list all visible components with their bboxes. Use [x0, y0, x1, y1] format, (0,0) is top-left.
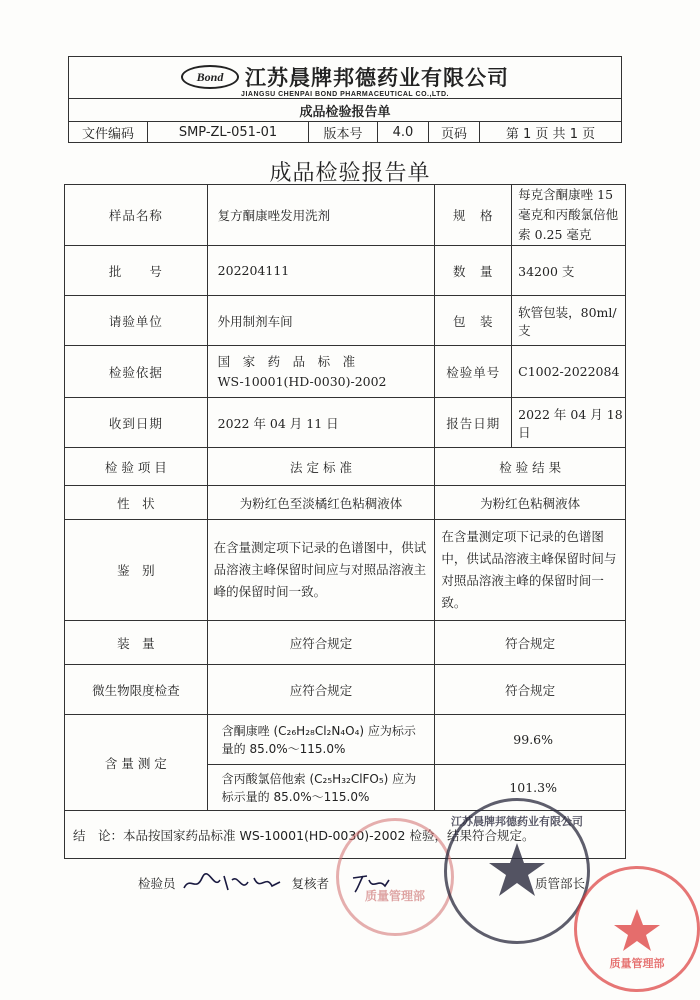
row-assay-item: 含 量 测 定: [65, 715, 208, 811]
company-name-cn: 江苏晨牌邦德药业有限公司: [245, 66, 509, 90]
row-appearance-result: 为粉红色粘稠液体: [435, 486, 626, 520]
basis-value: [207, 346, 435, 398]
row-fill-std: 应符合规定: [207, 621, 435, 665]
version-label: 版本号: [309, 122, 378, 143]
dept-value: 外用制剂车间: [207, 296, 435, 346]
row-fill-item: 装 量: [65, 621, 208, 665]
row-assay-a-std: 含酮康唑 (C₂₆H₂₈Cl₂N₄O₄) 应为标示量的 85.0%～115.0%: [207, 715, 435, 765]
row-identification-item: 鉴 别: [65, 520, 208, 621]
pack-label: 包 装: [435, 296, 512, 346]
inspector-signature: [180, 870, 288, 899]
dept-label: 请验单位: [65, 296, 208, 346]
row-microbial-std: 应符合规定: [207, 665, 435, 715]
recv-date-label: 收到日期: [65, 398, 208, 448]
basis-line-1: 国 家 药 品 标 准: [217, 353, 356, 369]
inspector-label: 检验员: [138, 876, 176, 891]
col-item-header: 检 验 项 目: [65, 448, 208, 486]
qa-dept-stamp: [336, 818, 454, 936]
red-seal: [574, 866, 700, 992]
batch-value: 202204111: [207, 246, 435, 296]
basis-line-2: WS-10001(HD-0030)-2002: [217, 373, 387, 389]
qty-value: 34200 支: [512, 246, 626, 296]
inspection-table: [64, 184, 626, 859]
company-logo: Bond: [181, 65, 239, 89]
report-date-label: 报告日期: [435, 398, 512, 448]
recv-date-value: 2022 年 04 月 11 日: [207, 398, 435, 448]
report-no-value: C1002-2022084: [512, 346, 626, 398]
row-appearance-item: 性 状: [65, 486, 208, 520]
report-title: 成品检验报告单: [269, 161, 431, 186]
row-assay-a-result: 99.6%: [435, 715, 626, 765]
reviewer-label: 复核者: [291, 876, 329, 891]
row-microbial-result: 符合规定: [435, 665, 626, 715]
row-assay-b-std: 含丙酸氯倍他索 (C₂₅H₃₂ClFO₅) 应为标示量的 85.0%～115.0%: [207, 765, 435, 811]
doc-header: [68, 56, 622, 143]
qty-label: 数 量: [435, 246, 512, 296]
row-fill-result: 符合规定: [435, 621, 626, 665]
company-seal: [444, 798, 590, 944]
batch-label: 批 号: [65, 246, 208, 296]
company-banner: [69, 57, 622, 99]
company-seal-text: 江苏晨牌邦德药业有限公司: [451, 815, 583, 828]
row-identification-result: 在含量测定项下记录的色谱图中，供试品溶液主峰保留时间与对照品溶液主峰的保留时间一致。: [435, 520, 626, 621]
col-result-header: 检 验 结 果: [435, 448, 626, 486]
report-date-value: 2022 年 04 月 18 日: [512, 398, 626, 448]
row-microbial-item: 微生物限度检查: [65, 665, 208, 715]
page-label: 页码: [429, 122, 480, 143]
page-number: 第 1 页 共 1 页: [480, 122, 622, 143]
col-std-header: 法 定 标 准: [207, 448, 435, 486]
row-assay-b-result: 101.3%: [435, 765, 626, 811]
conclusion: 结 论：本品按国家药品标准 WS-10001(HD-0030)-2002 检验，结果符合规定。: [65, 811, 626, 859]
report-no-label: 检验单号: [435, 346, 512, 398]
red-seal-text: 质量管理部: [609, 957, 665, 970]
spec-label: 规 格: [435, 185, 512, 246]
form-title: 成品检验报告单: [69, 99, 622, 122]
version: 4.0: [378, 122, 429, 143]
basis-label: 检验依据: [65, 346, 208, 398]
red-seal-star-icon: [577, 869, 697, 989]
row-identification-std: 在含量测定项下记录的色谱图中，供试品溶液主峰保留时间应与对照品溶液主峰的保留时间一致。: [207, 520, 435, 621]
product-value: 复方酮康唑发用洗剂: [207, 185, 435, 246]
qa-dept-stamp-text: 质量管理部: [364, 889, 425, 903]
pack-value: 软管包装，80ml/支: [512, 296, 626, 346]
doc-code: SMP-ZL-051-01: [148, 122, 309, 143]
row-appearance-std: 为粉红色至淡橘红色粘稠液体: [207, 486, 435, 520]
company-name-en: JIANGSU CHENPAI BOND PHARMACEUTICAL CO.,LTD.: [241, 91, 449, 98]
product-label: 样品名称: [65, 185, 208, 246]
doc-code-label: 文件编码: [69, 122, 148, 143]
qa-label: 质管部长: [534, 876, 585, 891]
spec-value: 每克含酮康唑 15 毫克和丙酸氯倍他索 0.25 毫克: [512, 185, 626, 246]
